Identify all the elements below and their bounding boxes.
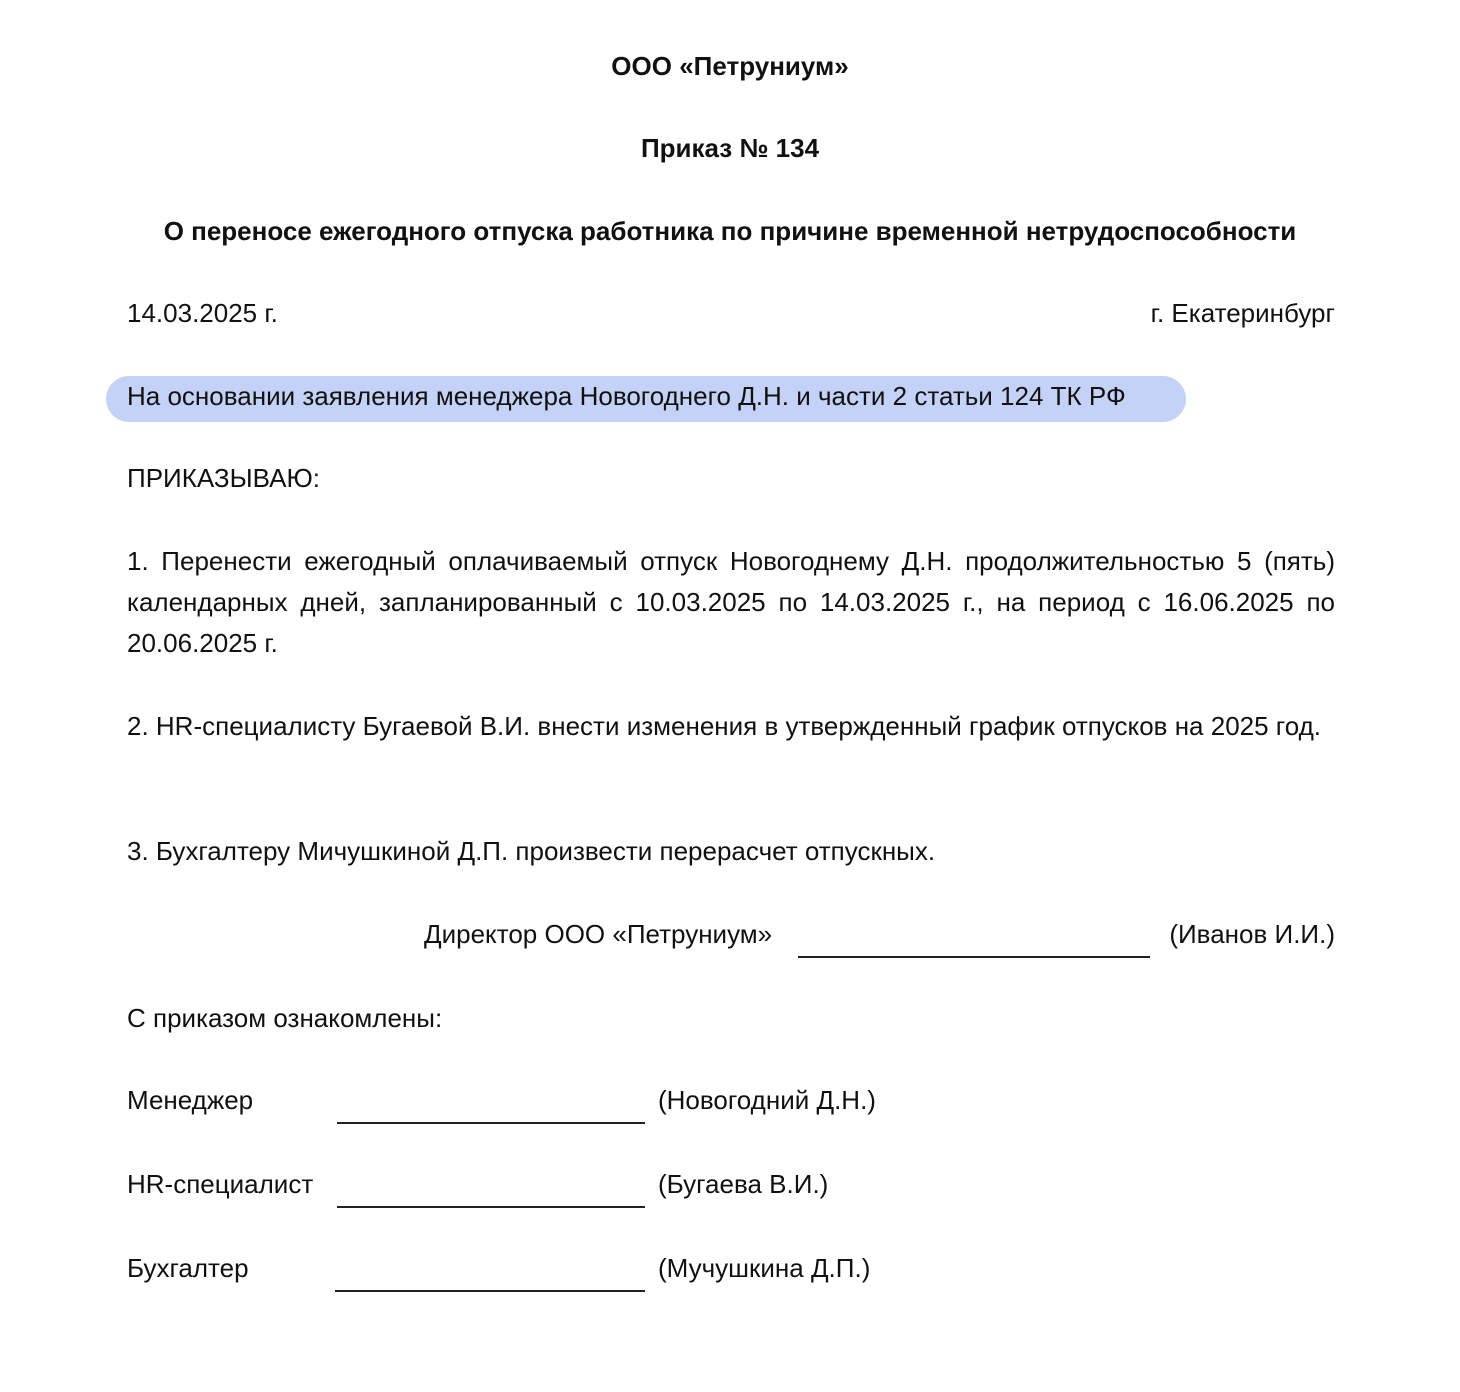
director-signature-line	[798, 956, 1150, 958]
signatory-role-manager: Менеджер	[127, 1085, 254, 1115]
signatory-name-manager: (Новогодний Д.Н.)	[658, 1085, 876, 1115]
signatory-role-accountant: Бухгалтер	[127, 1253, 249, 1283]
acknowledged-label: С приказом ознакомлены:	[127, 1003, 443, 1033]
order-title: Приказ № 134	[640, 133, 820, 163]
signature-line-hr	[337, 1206, 645, 1208]
signatory-role-hr: HR-специалист	[127, 1169, 314, 1199]
signatory-name-hr: (Бугаева В.И.)	[658, 1169, 829, 1199]
basis-text: На основании заявления менеджера Новогоднего Д.Н. и части 2 статьи 124 ТК РФ	[127, 381, 1126, 411]
order-item-1: 1. Перенести ежегодный оплачиваемый отпуск Новогоднему Д.Н. продолжительностью 5 (пять) календарных дней, запланированный с 10.03.2025 по 14.03.2025 г., на период с 16.06.2025 по 20.06.2025 г.	[127, 546, 1335, 658]
director-title: Директор ООО «Петруниум»	[424, 919, 773, 949]
company-header: ООО «Петруниум»	[611, 51, 849, 81]
order-subject: О переносе ежегодного отпуска работника по причине временной нетрудоспособности	[163, 216, 1297, 246]
order-city: г. Екатеринбург	[1150, 298, 1335, 328]
signature-line-manager	[337, 1122, 645, 1124]
order-item-2: 2. HR-специалисту Бугаевой В.И. внести изменения в утвержденный график отпусков на 2025 год.	[127, 711, 1321, 741]
order-item-3: 3. Бухгалтеру Мичушкиной Д.П. произвести перерасчет отпускных.	[127, 836, 936, 866]
order-word: ПРИКАЗЫВАЮ:	[127, 463, 320, 493]
order-date: 14.03.2025 г.	[127, 298, 278, 328]
signature-line-accountant	[335, 1290, 645, 1292]
director-name: (Иванов И.И.)	[1169, 919, 1335, 949]
signatory-name-accountant: (Мучушкина Д.П.)	[658, 1253, 871, 1283]
